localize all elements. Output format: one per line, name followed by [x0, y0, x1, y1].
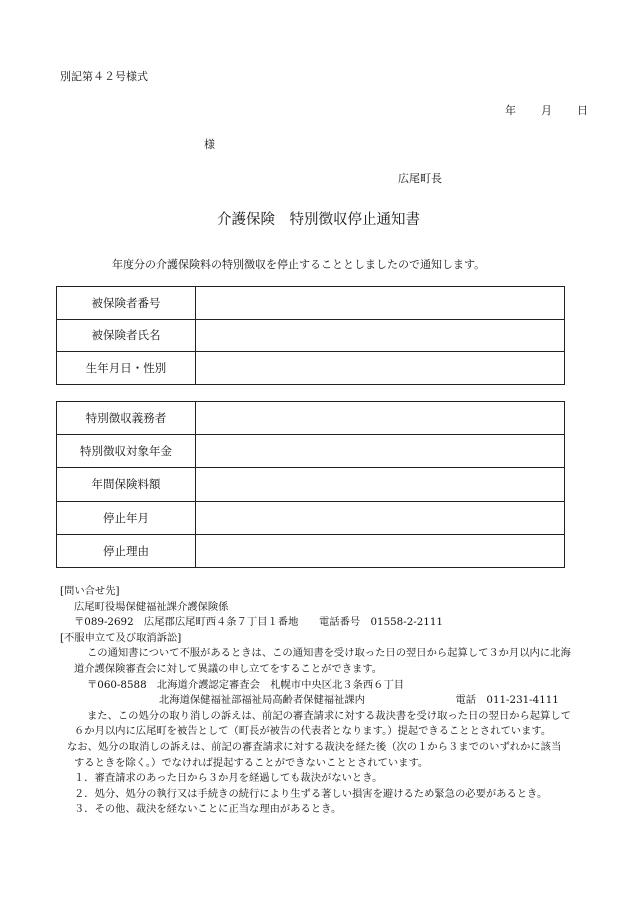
row-label: 停止理由 — [57, 534, 196, 567]
inquiry-address: 〒089-2692 広尾郡広尾町西４条７丁目１番地 電話番号 01558-2-2111 — [74, 616, 443, 629]
table-row — [57, 352, 565, 385]
date-month: 月 — [541, 104, 552, 117]
review-board-dept-name: 北海道保健福祉部福祉局高齢者保健福祉課内 — [159, 694, 365, 707]
issuer: 広尾町長 — [398, 172, 442, 185]
table-row — [57, 468, 565, 501]
row-label: 被保険者氏名 — [57, 319, 196, 352]
lawsuit-text-line: ６か月以内に広尾町を被告として（町長が被告の代表者となります。）提起できることとされています。 — [74, 725, 552, 738]
document-title: 介護保険 特別徴収停止通知書 — [217, 212, 420, 228]
lawsuit-text-line: なお、処分の取消しの訴えは、前記の審査請求に対する裁決を経た後（次の１から３までのいずれかに該当 — [67, 740, 562, 753]
lawsuit-text-line: また、この処分の取り消しの訴えは、前記の審査請求に対する裁決書を受け取った日の翌日から起算して — [87, 709, 571, 722]
row-label: 生年月日・性別 — [57, 352, 196, 385]
row-label: 年間保険料額 — [57, 468, 196, 501]
row-value-field[interactable] — [196, 402, 565, 435]
date-year: 年 — [505, 104, 516, 117]
review-board-phone: 電話 011-231-4111 — [455, 694, 559, 707]
insured-info-table — [56, 286, 565, 385]
exception-item: ２．処分、処分の執行又は手続きの続行により生ずる著しい損害を避けるため緊急の必要があるとき。 — [74, 787, 548, 800]
appeal-text-line: この通知書について不服があるときは、この通知書を受け取った日の翌日から起算して３か月以内に北海 — [87, 647, 571, 660]
table-row — [57, 435, 565, 468]
row-label: 被保険者番号 — [57, 287, 196, 320]
form-number: 別記第４２号様式 — [60, 70, 148, 83]
row-value-field[interactable] — [196, 468, 565, 501]
row-value-field[interactable] — [196, 287, 565, 320]
inquiry-office: 広尾町役場保健福祉課介護保険係 — [74, 600, 229, 613]
row-label: 特別徴収対象年金 — [57, 435, 196, 468]
row-value-field[interactable] — [196, 435, 565, 468]
row-value-field[interactable] — [196, 319, 565, 352]
row-value-field[interactable] — [196, 352, 565, 385]
row-value-field[interactable] — [196, 534, 565, 567]
row-label: 特別徴収義務者 — [57, 402, 196, 435]
table-row — [57, 501, 565, 534]
addressee-suffix: 様 — [204, 138, 215, 151]
lawsuit-text-line: するときを除く。）でなければ提起することができないこととされています。 — [74, 756, 429, 769]
appeal-header: [不服申立て及び取消訴訟] — [60, 631, 182, 644]
intro-text: 年度分の介護保険料の特別徴収を停止することとしましたので通知します。 — [112, 258, 486, 271]
appeal-text-line: 道介護保険審査会に対して異議の申し立てをすることができます。 — [74, 662, 383, 675]
table-row — [57, 319, 565, 352]
exception-item: ３．その他、裁決を経ないことに正当な理由があるとき。 — [74, 803, 342, 816]
notes-section — [60, 584, 590, 818]
review-board-department — [60, 693, 590, 709]
row-label: 停止年月 — [57, 501, 196, 534]
row-value-field[interactable] — [196, 501, 565, 534]
collection-info-table — [56, 401, 565, 568]
table-row — [57, 287, 565, 320]
exception-item: １．審査請求のあった日から３か月を経過しても裁決がないとき。 — [74, 772, 383, 785]
table-row — [57, 402, 565, 435]
review-board-address: 〒060-8588 北海道介護認定審査会 札幌市中央区北３条西６丁目 — [87, 678, 405, 691]
date-day: 日 — [577, 104, 588, 117]
inquiry-header: [問い合せ先] — [60, 585, 120, 597]
table-row — [57, 534, 565, 567]
